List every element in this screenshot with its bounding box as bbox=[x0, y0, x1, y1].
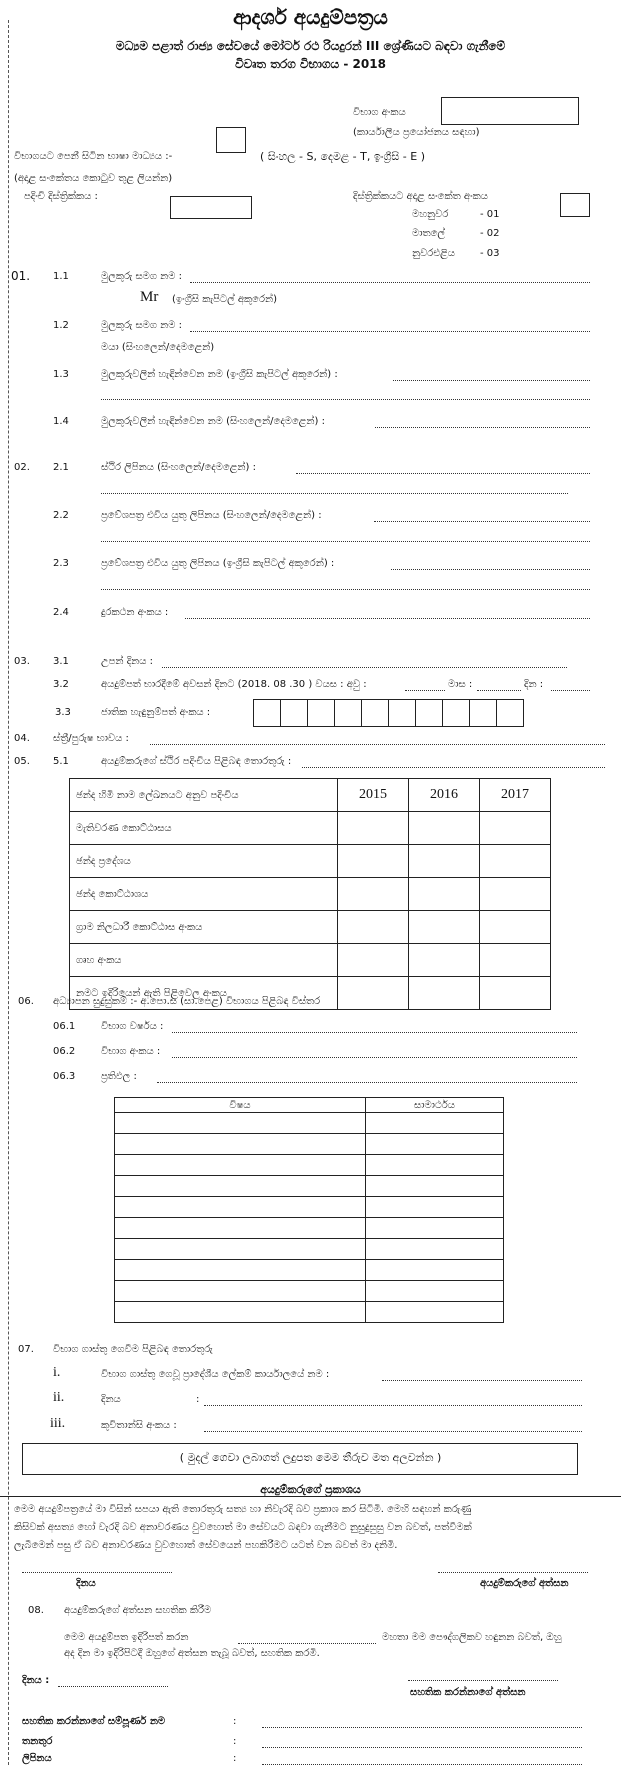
declaration-rule bbox=[0, 1496, 621, 1497]
name-initials-si-label: මුලකුරු සමග නම : bbox=[101, 320, 183, 331]
payment-date-line[interactable] bbox=[204, 1405, 582, 1406]
cert-text-1b: මහතා මම පෞද්ගලිකව හඳුනන බවත්, ඔහු bbox=[382, 1632, 562, 1643]
item-1-4-number: 1.4 bbox=[53, 416, 69, 427]
district-label: පදිංචි දිස්ත්‍රික්කය : bbox=[24, 191, 98, 202]
certifier-address-line[interactable] bbox=[262, 1764, 582, 1765]
declaration-signature-line[interactable] bbox=[438, 1572, 588, 1573]
item-2-2-number: 2.2 bbox=[53, 510, 69, 521]
capitals-note: (ඉංග්‍රීසි කැපිටල් අකුරෙන්) bbox=[172, 294, 278, 305]
admission-address-si-label: ප්‍රවේශපත්‍ර එවිය යුතු ලිපිනය (සිංහලෙන්/දෙමළෙන්) : bbox=[101, 510, 322, 521]
table-cell[interactable] bbox=[115, 1134, 366, 1155]
certifier-address-colon: : bbox=[233, 1753, 237, 1764]
declaration-line-1: මෙම අයදුම්පත්‍රයේ මා විසින් සපයා ඇති තොරතුරු සත්‍ය හා නිවැරදි බව ප්‍රකාශ කර සිටිමි. මෙහි සඳහන් කරුණු bbox=[14, 1504, 472, 1515]
item-3-2-number: 3.2 bbox=[53, 679, 69, 690]
table-cell[interactable] bbox=[338, 977, 409, 1010]
item-3-3-number: 3.3 bbox=[55, 707, 71, 718]
section-2-number: 02. bbox=[14, 462, 30, 473]
birth-date-label: උපන් දිනය : bbox=[101, 656, 153, 667]
table-row bbox=[115, 1134, 504, 1155]
nic-digit-box[interactable] bbox=[361, 699, 389, 727]
cut-line bbox=[8, 20, 9, 1765]
table-row bbox=[70, 911, 551, 944]
year-2016: 2016 bbox=[409, 779, 480, 812]
table-cell[interactable] bbox=[480, 878, 551, 911]
mr-sinhala-tamil: මයා (සිංහලෙන්/දෙමළෙන්) bbox=[101, 342, 215, 353]
table-cell[interactable] bbox=[115, 1281, 366, 1302]
row-label: ඡන්ද ප්‍රදේශය bbox=[70, 845, 338, 878]
district-name-1: මහනුවර bbox=[412, 209, 449, 220]
nic-digit-box[interactable] bbox=[307, 699, 335, 727]
table-row bbox=[70, 878, 551, 911]
table-row bbox=[70, 812, 551, 845]
year-2017: 2017 bbox=[480, 779, 551, 812]
birth-date-line[interactable] bbox=[162, 667, 567, 668]
district-code-label: දිස්ත්‍රික්කයට අදාළ සංකේත අංකය bbox=[353, 191, 488, 202]
district-name-3: නුවරඑළිය bbox=[412, 248, 455, 259]
table-cell[interactable] bbox=[115, 1197, 366, 1218]
admission-address-en-line[interactable] bbox=[391, 569, 590, 570]
table-row bbox=[115, 1260, 504, 1281]
table-row bbox=[115, 1155, 504, 1176]
nic-digit-box[interactable] bbox=[415, 699, 443, 727]
table-cell[interactable] bbox=[115, 1260, 366, 1281]
item-2-4-number: 2.4 bbox=[53, 607, 69, 618]
age-months-label: මාස : bbox=[448, 679, 473, 690]
district-code-box[interactable] bbox=[560, 193, 590, 217]
table-cell[interactable] bbox=[480, 944, 551, 977]
table-cell[interactable] bbox=[366, 1155, 504, 1176]
cert-name-line[interactable] bbox=[238, 1643, 376, 1644]
grade-header: සාමාර්ථය bbox=[366, 1098, 504, 1113]
table-cell[interactable] bbox=[480, 977, 551, 1010]
admission-address-en-line-2[interactable] bbox=[101, 589, 590, 590]
name-by-initials-en-label: මුලකුරුවලින් හැඳින්වෙන නම (ඉංග්‍රීසි කැපිටල් අකුරෙන්) : bbox=[101, 369, 338, 380]
table-cell[interactable] bbox=[366, 1302, 504, 1323]
permanent-address-line-2[interactable] bbox=[101, 493, 568, 494]
district-name-2: මාතලේ bbox=[412, 228, 446, 239]
form-subtitle-line2: විවෘත තරග විභාගය - 2018 bbox=[235, 57, 386, 71]
results-line[interactable] bbox=[157, 1082, 577, 1083]
fee-payment-title: විභාග ගාස්තු ගෙවීම පිළිබඳ තොරතුරු bbox=[53, 1344, 213, 1355]
row-label: ගෘහ අංකය bbox=[70, 944, 338, 977]
gender-line[interactable] bbox=[150, 744, 605, 745]
table-cell[interactable] bbox=[366, 1281, 504, 1302]
name-initials-en-line[interactable] bbox=[190, 282, 590, 283]
payment-date-colon: : bbox=[196, 1394, 200, 1405]
declaration-title: අයදුම්කරුගේ ප්‍රකාශය bbox=[260, 1483, 361, 1496]
section-7-number: 07. bbox=[18, 1344, 34, 1355]
table-row bbox=[115, 1197, 504, 1218]
roman-ii: ii. bbox=[53, 1390, 65, 1405]
item-2-1-number: 2.1 bbox=[53, 462, 69, 473]
table-row bbox=[115, 1302, 504, 1323]
item-6-2-number: 06.2 bbox=[53, 1046, 76, 1057]
table-row bbox=[70, 779, 551, 812]
table-cell[interactable] bbox=[409, 944, 480, 977]
district-code-3: - 03 bbox=[480, 248, 500, 259]
exam-index-line[interactable] bbox=[172, 1057, 577, 1058]
residence-info-label: අයදුම්කරුගේ ස්ථිර පදිංචිය පිළිබඳ තොරතුරු : bbox=[101, 756, 292, 767]
form-title: ආදර්ශ අයදුම්පත්‍රය bbox=[233, 5, 388, 29]
exam-number-label: විභාග අංකය bbox=[353, 107, 406, 118]
cert-date-line[interactable] bbox=[58, 1686, 168, 1687]
declaration-date-line[interactable] bbox=[22, 1572, 172, 1573]
year-2015: 2015 bbox=[338, 779, 409, 812]
table-row bbox=[115, 1113, 504, 1134]
certifier-address-label: ලිපිනය bbox=[22, 1753, 52, 1764]
section-5-number: 05. bbox=[14, 756, 30, 767]
table-cell[interactable] bbox=[409, 977, 480, 1010]
row-label: නමට ඉදිරියෙන් ඇති පිළිවෙල අංකය bbox=[70, 977, 338, 1010]
certifier-name-label: සහතික කරන්නාගේ සම්පූර්ණ නම bbox=[22, 1716, 166, 1727]
certifier-name-line[interactable] bbox=[262, 1727, 582, 1728]
item-3-1-number: 3.1 bbox=[53, 656, 69, 667]
medium-options: ( සිංහල - S, දෙමළ - T, ඉංග්‍රීසි - E ) bbox=[260, 150, 425, 163]
subject-header: විෂය bbox=[115, 1098, 366, 1113]
table-cell[interactable] bbox=[409, 812, 480, 845]
nic-digit-box[interactable] bbox=[388, 699, 416, 727]
name-initials-en-label: මුලකුරු සමග නම : bbox=[101, 271, 183, 282]
row-label: ඡන්ද කොට්ඨාශය bbox=[70, 878, 338, 911]
cert-signature-line[interactable] bbox=[408, 1680, 558, 1681]
results-label: ප්‍රතිඵල : bbox=[101, 1071, 137, 1082]
table-cell[interactable] bbox=[366, 1218, 504, 1239]
results-table bbox=[114, 1097, 504, 1323]
medium-box[interactable] bbox=[216, 127, 246, 153]
district-code-2: - 02 bbox=[480, 228, 500, 239]
nic-digit-box[interactable] bbox=[253, 699, 281, 727]
table-cell[interactable] bbox=[480, 812, 551, 845]
receipt-paste-text: ( මුදල් ගෙවා ලබාගත් ලදුපත මෙම තීරුව මත අලවන්න ) bbox=[179, 1451, 442, 1464]
table-row bbox=[115, 1281, 504, 1302]
item-2-3-number: 2.3 bbox=[53, 558, 69, 569]
medium-label: විභාගයට පෙනී සිටින භාෂා මාධ්‍යය :- bbox=[14, 151, 173, 162]
phone-label: දුරකථන අංකය : bbox=[101, 607, 169, 618]
table-cell[interactable] bbox=[409, 845, 480, 878]
item-1-3-number: 1.3 bbox=[53, 369, 69, 380]
admission-address-si-line[interactable] bbox=[374, 521, 590, 522]
certifier-position-label: තනතුර bbox=[22, 1736, 53, 1747]
cert-signature-label: සහතික කරන්නාගේ අත්සන bbox=[410, 1687, 526, 1698]
table-cell[interactable] bbox=[480, 911, 551, 944]
age-days-label: දින : bbox=[524, 679, 544, 690]
table-cell[interactable] bbox=[115, 1176, 366, 1197]
ds-office-label: විභාග ගාස්තු ගෙවූ ප්‍රාදේශීය ලේකම් කාර්යාලයේ නම : bbox=[101, 1369, 330, 1380]
cert-date-label: දිනය : bbox=[22, 1675, 50, 1686]
row-label: ග්‍රාම නිලධාරී කොට්ඨාස අංකය bbox=[70, 911, 338, 944]
item-5-1-number: 5.1 bbox=[53, 756, 69, 767]
nic-digit-box[interactable] bbox=[496, 699, 524, 727]
item-1-1-number: 1.1 bbox=[53, 271, 69, 282]
name-initials-si-line[interactable] bbox=[190, 331, 590, 332]
age-years-line[interactable] bbox=[405, 690, 445, 691]
name-by-initials-en-line[interactable] bbox=[393, 380, 590, 381]
exam-year-label: විභාග වර්ෂය : bbox=[101, 1021, 164, 1032]
section-1-number: 01. bbox=[11, 269, 31, 283]
section-6-number: 06. bbox=[18, 996, 34, 1007]
table-row bbox=[115, 1098, 504, 1113]
nic-digit-box[interactable] bbox=[442, 699, 470, 727]
nic-boxes[interactable] bbox=[254, 699, 524, 727]
gender-label: ස්ත්‍රී/පුරුෂ භාවය : bbox=[53, 733, 129, 744]
table-cell[interactable] bbox=[338, 911, 409, 944]
ds-office-line[interactable] bbox=[382, 1380, 582, 1381]
form-subtitle-line1: මධ්‍යම පළාත් රාජ්‍ය සේවයේ මෝටර් රථ රියදුරන් III ශ්‍රේණියට බඳවා ගැනීමේ bbox=[115, 39, 506, 53]
phone-line[interactable] bbox=[185, 618, 590, 619]
table-cell[interactable] bbox=[366, 1113, 504, 1134]
age-days-line[interactable] bbox=[551, 690, 590, 691]
table-cell[interactable] bbox=[366, 1197, 504, 1218]
receipt-number-label: කුවිතාන්සි අංකය : bbox=[101, 1420, 177, 1431]
table-row bbox=[115, 1239, 504, 1260]
office-use-label: (කාර්යාලීය ප්‍රයෝජනය සඳහා) bbox=[353, 127, 480, 138]
cert-text-1a: මෙම අයදුම්පත ඉදිරිපත් කරන bbox=[64, 1632, 189, 1643]
nic-digit-box[interactable] bbox=[469, 699, 497, 727]
table-cell[interactable] bbox=[115, 1155, 366, 1176]
payment-date-label: දිනය bbox=[101, 1394, 121, 1405]
table-row bbox=[115, 1218, 504, 1239]
residence-table-header: ඡන්ද හිමි නාම ලේඛනයට අනුව පදිංචිය bbox=[70, 779, 338, 812]
age-months-line[interactable] bbox=[477, 690, 521, 691]
declaration-line-3: ලැබීමෙන් පසු ඒ බව අනාවරණය වුවහොත් සේවයෙන් පහකිරීමට යටත් වන බවත් මා දනිමි. bbox=[14, 1540, 398, 1551]
table-row bbox=[115, 1176, 504, 1197]
section-3-number: 03. bbox=[14, 656, 30, 667]
table-cell[interactable] bbox=[366, 1176, 504, 1197]
table-row bbox=[70, 944, 551, 977]
district-code-1: - 01 bbox=[480, 209, 500, 220]
table-cell[interactable] bbox=[409, 878, 480, 911]
roman-i: i. bbox=[53, 1365, 61, 1380]
residence-table bbox=[69, 778, 551, 1010]
declaration-date-label: දිනය bbox=[76, 1578, 96, 1589]
cert-text-2: අද දින මා ඉදිරිපිටදී ඔහුගේ අත්සන තැබූ බවත්, සහතික කරමි. bbox=[64, 1648, 320, 1659]
title-mr: Mr bbox=[140, 289, 159, 305]
item-6-1-number: 06.1 bbox=[53, 1021, 76, 1032]
table-cell[interactable] bbox=[338, 845, 409, 878]
table-cell[interactable] bbox=[115, 1218, 366, 1239]
table-cell[interactable] bbox=[115, 1113, 366, 1134]
nic-label: ජාතික හැඳුනුම්පත් අංකය : bbox=[101, 707, 211, 718]
name-by-initials-si-label: මුලකුරුවලින් හැඳින්වෙන නම (සිංහලෙන්/දෙමළෙන්) : bbox=[101, 416, 325, 427]
certifier-name-colon: : bbox=[233, 1716, 237, 1727]
table-cell[interactable] bbox=[338, 812, 409, 845]
receipt-number-line[interactable] bbox=[204, 1431, 582, 1432]
exam-index-label: විභාග අංකය : bbox=[101, 1046, 161, 1057]
item-6-3-number: 06.3 bbox=[53, 1071, 76, 1082]
certifier-position-colon: : bbox=[233, 1736, 237, 1747]
table-cell[interactable] bbox=[409, 911, 480, 944]
declaration-signature-label: අයදුම්කරුගේ අත්සන bbox=[480, 1578, 569, 1589]
section-8-number: 08. bbox=[28, 1605, 44, 1616]
medium-note: (අදාළ සංකේතය කොටුව තුළ ලියන්න) bbox=[14, 173, 173, 184]
permanent-address-line[interactable] bbox=[296, 473, 590, 474]
signature-cert-title: අයදුම්කරුගේ අත්සන සහතික කිරීම bbox=[64, 1605, 212, 1616]
row-label: මැතිවරණ කොට්ඨාසය bbox=[70, 812, 338, 845]
roman-iii: iii. bbox=[50, 1416, 66, 1431]
table-cell[interactable] bbox=[480, 845, 551, 878]
table-cell[interactable] bbox=[338, 944, 409, 977]
nic-digit-box[interactable] bbox=[334, 699, 362, 727]
declaration-line-2: කිසිවක් අසත්‍ය හෝ වැරදි බව අනාවරණය වුවහොත් මා සේවයට බඳවා ගැනීමට නුසුදුසුසු වන බවත්, පත්වීමක් bbox=[14, 1522, 472, 1533]
table-cell[interactable] bbox=[366, 1239, 504, 1260]
name-by-initials-en-line-2[interactable] bbox=[101, 399, 590, 400]
nic-digit-box[interactable] bbox=[280, 699, 308, 727]
section-4-number: 04. bbox=[14, 733, 30, 744]
exam-number-box[interactable] bbox=[441, 97, 579, 125]
district-box[interactable] bbox=[170, 196, 252, 219]
table-cell[interactable] bbox=[115, 1302, 366, 1323]
education-title: අධ්‍යාපන සුදුසුකම් :- අ.පො.ස (සා.පෙළ) විභාගය පිළිබඳ විස්තර bbox=[53, 996, 321, 1007]
admission-address-si-line-2[interactable] bbox=[101, 541, 590, 542]
residence-info-line[interactable] bbox=[302, 767, 605, 768]
age-label: අයදුම්පත් භාරදීමේ අවසන් දිනට (2018. 08 .30 ) වයස : අවු : bbox=[101, 679, 367, 690]
name-by-initials-si-line[interactable] bbox=[375, 427, 590, 428]
exam-year-line[interactable] bbox=[172, 1032, 577, 1033]
certifier-position-line[interactable] bbox=[262, 1747, 582, 1748]
admission-address-en-label: ප්‍රවේශපත්‍ර එවිය යුතු ලිපිනය (ඉංග්‍රීසි කැපිටල් අකුරෙන්) : bbox=[101, 558, 335, 569]
table-cell[interactable] bbox=[338, 878, 409, 911]
table-cell[interactable] bbox=[366, 1134, 504, 1155]
table-row bbox=[70, 845, 551, 878]
table-cell[interactable] bbox=[366, 1260, 504, 1281]
table-cell[interactable] bbox=[115, 1239, 366, 1260]
item-1-2-number: 1.2 bbox=[53, 320, 69, 331]
permanent-address-label: ස්ථිර ලිපිනය (සිංහලෙන්/දෙමළෙන්) : bbox=[101, 462, 256, 473]
